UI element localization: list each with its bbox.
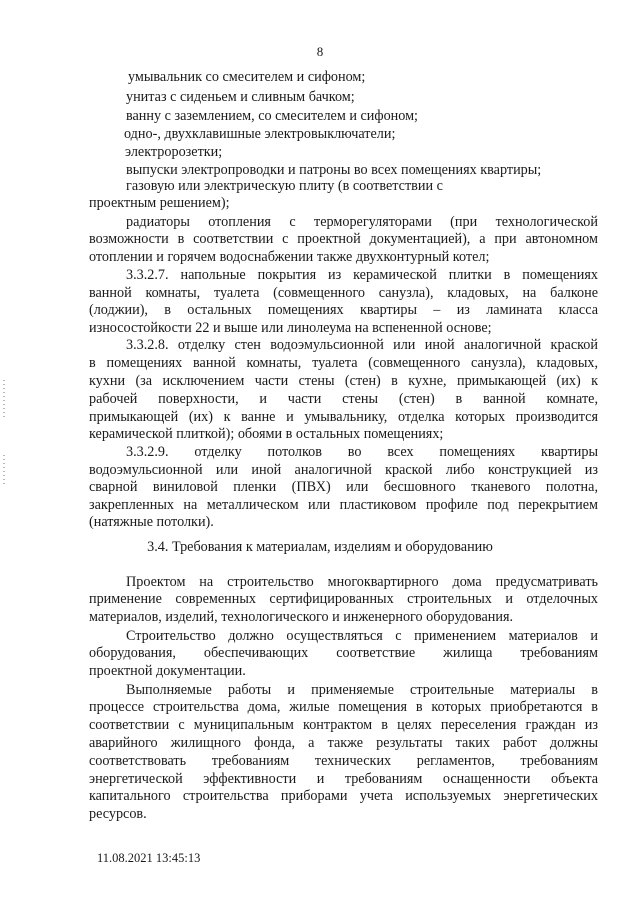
text-line: Проектом на строительство многоквартирного дома предусматривать <box>126 574 598 590</box>
text-line: ресурсов. <box>89 806 147 822</box>
text-line: сварной виниловой пленки (ПВХ) или бесшовного тканевого полотна, <box>89 479 598 495</box>
text-line: капитального строительства приборами учета используемых энергетических <box>89 788 598 804</box>
text-line: проектной документации. <box>89 663 246 679</box>
scan-margin-mark <box>3 455 5 485</box>
text-line: ванну с заземлением, со смесителем и сифоном; <box>126 108 418 124</box>
text-line: электророзетки; <box>125 144 223 160</box>
text-line: 3.3.2.9. отделку потолков во всех помещениях квартиры <box>126 444 598 460</box>
text-line: возможности в соответствии с проектной документацией), а при автономном <box>89 231 598 247</box>
text-line: применение современных сертифицированных строительных и отделочных <box>89 591 598 607</box>
text-line: аварийного жилищного фонда, а также результаты таких работ должны <box>89 735 598 751</box>
text-line: процессе строительства дома, жилые помещения в которых приобретаются в <box>89 699 598 715</box>
text-line: 3.3.2.8. отделку стен водоэмульсионной или иной аналогичной краской <box>126 337 598 353</box>
text-line: материалов, изделий, технологического и инженерного оборудования. <box>89 609 514 625</box>
text-line: соответствии с муниципальным контрактом в целях переселения граждан из <box>89 717 598 733</box>
text-line: износостойкости 22 и выше или линолеума на вспененной основе; <box>89 320 492 336</box>
text-line: энергетической эффективности и требованиям оснащенности объекта <box>89 771 598 787</box>
text-line: отоплении и горячем водоснабжении также двухконтурный котел; <box>89 249 490 265</box>
text-line: унитаз с сиденьем и сливным бачком; <box>126 89 355 105</box>
text-line: водоэмульсионной или иной аналогичной краской либо конструкцией из <box>89 462 598 478</box>
text-line: выпуски электропроводки и патроны во всех помещениях квартиры; <box>126 162 542 178</box>
page-number: 8 <box>316 44 324 59</box>
scan-margin-mark <box>3 380 5 418</box>
text-line: примыкающей (их) к ванне и умывальнику, отделка которых производится <box>89 409 598 425</box>
section-heading: 3.4. Требования к материалам, изделиям и оборудованию <box>147 539 493 555</box>
text-line: Строительство должно осуществляться с применением материалов и <box>126 628 598 644</box>
text-line: (лоджии), в остальных помещениях квартиры – из ламината класса <box>89 302 598 318</box>
text-line: проектным решением); <box>89 195 230 211</box>
text-line: радиаторы отопления с терморегуляторами (при технологической <box>126 214 598 230</box>
text-line: закрепленных на металлическом или пластиковом профиле под перекрытием <box>89 497 598 513</box>
text-line: кухни (за исключением части стены (стен) в кухне, примыкающей (их) к <box>89 373 598 389</box>
text-line: умывальник со смесителем и сифоном; <box>128 69 366 85</box>
text-line: одно-, двухклавишные электровыключатели; <box>124 126 396 142</box>
text-line: соответствовать требованиям технических регламентов, требованиям <box>89 753 598 769</box>
text-line: оборудования, обеспечивающих соответствие жилища требованиям <box>89 645 598 661</box>
text-line: 3.3.2.7. напольные покрытия из керамической плитки в помещениях <box>126 267 598 283</box>
text-line: керамической плиткой); обоями в остальных помещениях; <box>89 426 444 442</box>
print-timestamp: 11.08.2021 13:45:13 <box>97 851 201 865</box>
text-line: в помещениях ванной комнаты, туалета (совмещенного санузла), кладовых, <box>89 355 598 371</box>
text-line: газовую или электрическую плиту (в соответствии с <box>126 178 443 194</box>
text-line: ванной комнаты, туалета (совмещенного санузла), кладовых, на балконе <box>89 285 598 301</box>
text-line: (натяжные потолки). <box>89 514 214 530</box>
text-line: рабочей поверхности, и части стены (стен) в ванной комнате, <box>89 391 598 407</box>
text-line: Выполняемые работы и применяемые строительные материалы в <box>126 682 598 698</box>
